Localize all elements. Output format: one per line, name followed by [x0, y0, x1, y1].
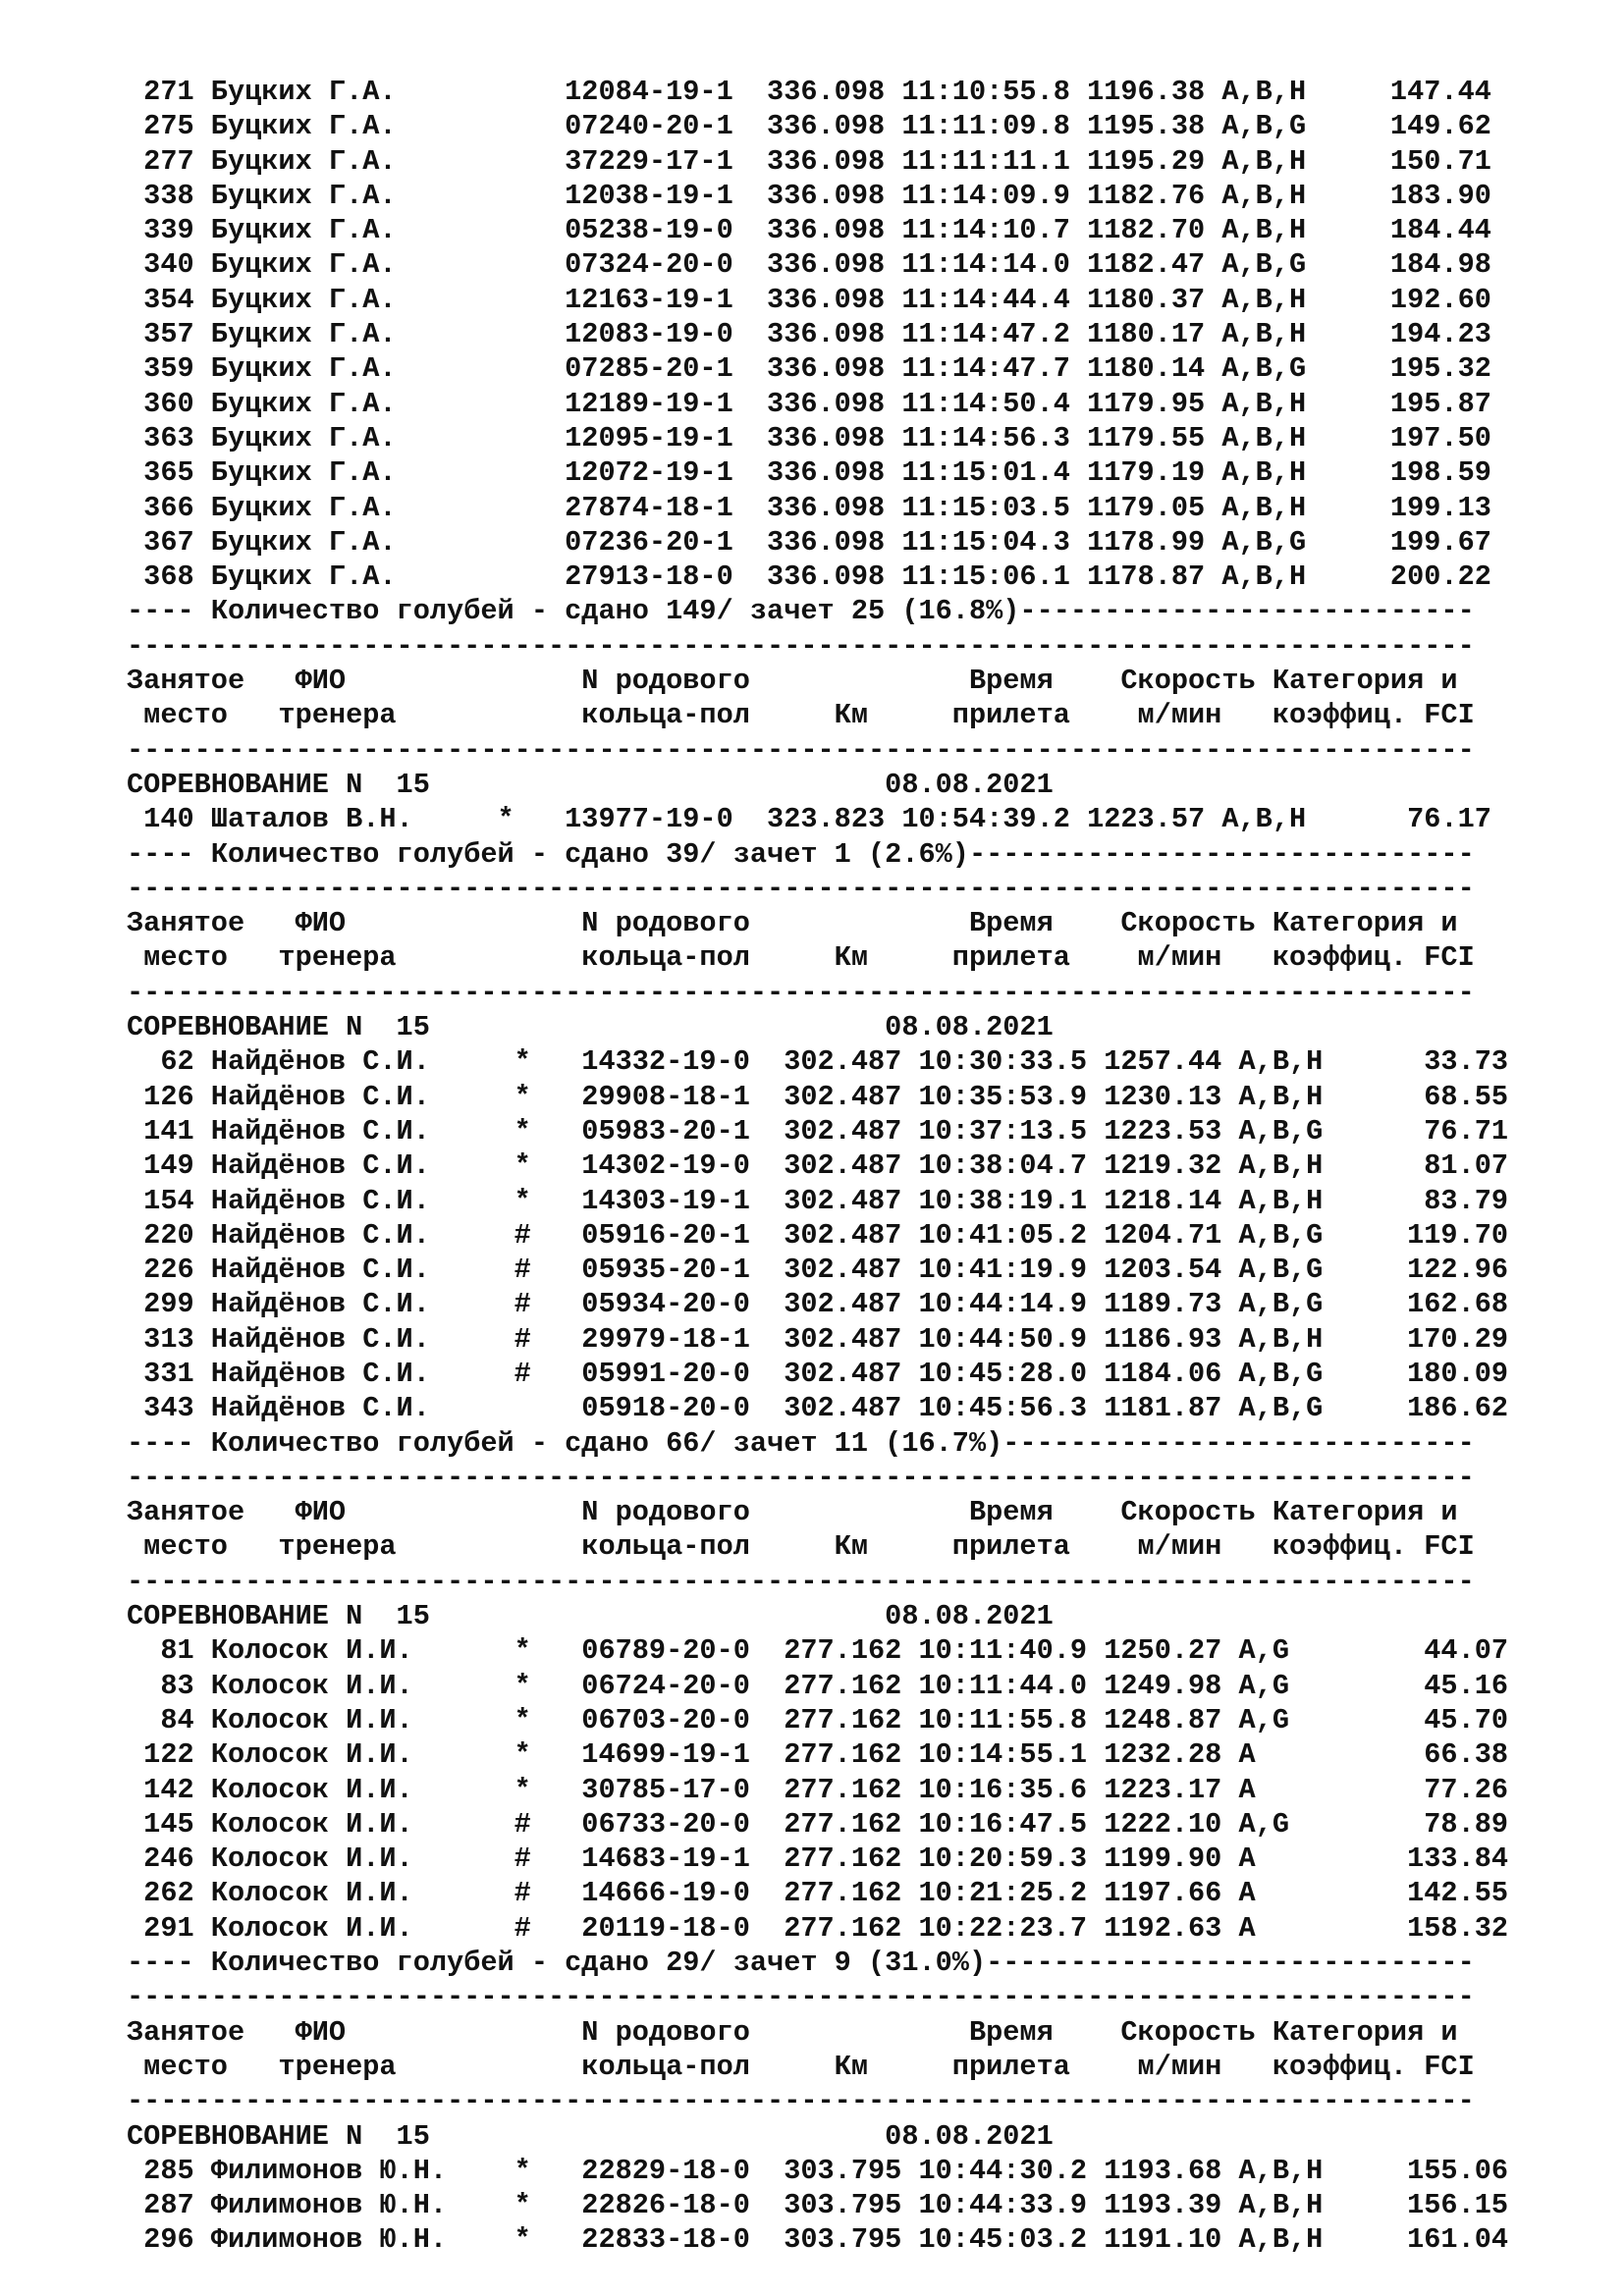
result-row: 122 Колосок И.И. * 14699-19-1 277.162 10:14:55.1 1232.28 A 66.38 [127, 1738, 1509, 1772]
result-row: 83 Колосок И.И. * 06724-20-0 277.162 10:11:44.0 1249.98 A,G 45.16 [127, 1669, 1509, 1702]
result-row: 287 Филимонов Ю.Н. * 22826-18-0 303.795 10:44:33.9 1193.39 A,B,H 156.15 [127, 2189, 1509, 2222]
separator-line: -------------------------------------------------------------------------------- [127, 872, 1475, 905]
competition-title: СОРЕВНОВАНИЕ N 15 08.08.2021 [127, 1011, 1054, 1044]
result-row: 339 Буцких Г.А. 05238-19-0 336.098 11:14:10.7 1182.70 A,B,H 184.44 [127, 214, 1491, 247]
result-row: 277 Буцких Г.А. 37229-17-1 336.098 11:11:11.1 1195.29 A,B,H 150.71 [127, 144, 1491, 178]
result-row: 299 Найдёнов С.И. # 05934-20-0 302.487 10:44:14.9 1189.73 A,B,G 162.68 [127, 1288, 1509, 1321]
summary-line: ---- Количество голубей - сдано 29/ зачет 9 (31.0%)----------------------------- [127, 1947, 1475, 1980]
summary-line: ---- Количество голубей - сдано 39/ зачет 1 (2.6%)------------------------------ [127, 837, 1475, 871]
column-header-line-2: место тренера кольца-пол Км прилета м/мин коэффиц. FCI [127, 699, 1475, 732]
result-row: 368 Буцких Г.А. 27913-18-0 336.098 11:15:06.1 1178.87 A,B,H 200.22 [127, 561, 1491, 594]
result-row: 271 Буцких Г.А. 12084-19-1 336.098 11:10:55.8 1196.38 A,B,H 147.44 [127, 76, 1491, 108]
result-row: 296 Филимонов Ю.Н. * 22833-18-0 303.795 10:45:03.2 1191.10 A,B,H 161.04 [127, 2223, 1509, 2257]
summary-line: ---- Количество голубей - сдано 149/ зачет 25 (16.8%)--------------------------- [127, 595, 1475, 628]
separator-line: -------------------------------------------------------------------------------- [127, 629, 1475, 663]
column-header-line-1: Занятое ФИО N родового Время Скорость Категория и [127, 907, 1458, 940]
separator-line: -------------------------------------------------------------------------------- [127, 1981, 1475, 2014]
competition-title: СОРЕВНОВАНИЕ N 15 08.08.2021 [127, 2119, 1054, 2153]
result-row: 226 Найдёнов С.И. # 05935-20-1 302.487 10:41:19.9 1203.54 A,B,G 122.96 [127, 1254, 1509, 1287]
separator-line: -------------------------------------------------------------------------------- [127, 976, 1475, 1009]
result-row: 331 Найдёнов С.И. # 05991-20-0 302.487 10:45:28.0 1184.06 A,B,G 180.09 [127, 1357, 1509, 1390]
result-row: 366 Буцких Г.А. 27874-18-1 336.098 11:15:03.5 1179.05 A,B,H 199.13 [127, 491, 1491, 524]
competition-title: СОРЕВНОВАНИЕ N 15 08.08.2021 [127, 1600, 1054, 1633]
result-row: 154 Найдёнов С.И. * 14303-19-1 302.487 10:38:19.1 1218.14 A,B,H 83.79 [127, 1184, 1509, 1217]
column-header-line-2: место тренера кольца-пол Км прилета м/мин коэффиц. FCI [127, 2050, 1475, 2083]
result-row: 84 Колосок И.И. * 06703-20-0 277.162 10:11:55.8 1248.87 A,G 45.70 [127, 1703, 1509, 1736]
result-row: 285 Филимонов Ю.Н. * 22829-18-0 303.795 10:44:30.2 1193.68 A,B,H 155.06 [127, 2154, 1509, 2187]
result-row: 354 Буцких Г.А. 12163-19-1 336.098 11:14:44.4 1180.37 A,B,H 192.60 [127, 283, 1491, 316]
results-document [127, 75, 1599, 2258]
result-row: 313 Найдёнов С.И. # 29979-18-1 302.487 10:44:50.9 1186.93 A,B,H 170.29 [127, 1322, 1509, 1356]
separator-line: -------------------------------------------------------------------------------- [127, 2085, 1475, 2118]
result-row: 275 Буцких Г.А. 07240-20-1 336.098 11:11:09.8 1195.38 A,B,G 149.62 [127, 110, 1491, 143]
result-row: 220 Найдёнов С.И. # 05916-20-1 302.487 10:41:05.2 1204.71 A,B,G 119.70 [127, 1218, 1509, 1252]
separator-line: -------------------------------------------------------------------------------- [127, 1565, 1475, 1598]
result-row: 343 Найдёнов С.И. 05918-20-0 302.487 10:45:56.3 1181.87 A,B,G 186.62 [127, 1392, 1509, 1425]
result-row: 357 Буцких Г.А. 12083-19-0 336.098 11:14:47.2 1180.17 A,B,H 194.23 [127, 318, 1491, 351]
column-header-line-1: Занятое ФИО N родового Время Скорость Категория и [127, 1496, 1458, 1529]
result-row: 359 Буцких Г.А. 07285-20-1 336.098 11:14:47.7 1180.14 A,B,G 195.32 [127, 352, 1491, 386]
result-row: 145 Колосок И.И. # 06733-20-0 277.162 10:16:47.5 1222.10 A,G 78.89 [127, 1807, 1509, 1841]
result-row: 81 Колосок И.И. * 06789-20-0 277.162 10:11:40.9 1250.27 A,G 44.07 [127, 1634, 1509, 1668]
result-row: 246 Колосок И.И. # 14683-19-1 277.162 10:20:59.3 1199.90 A 133.84 [127, 1842, 1509, 1876]
result-row: 291 Колосок И.И. # 20119-18-0 277.162 10:22:23.7 1192.63 A 158.32 [127, 1911, 1509, 1945]
summary-line: ---- Количество голубей - сдано 66/ зачет 11 (16.7%)---------------------------- [127, 1426, 1475, 1460]
result-row: 142 Колосок И.И. * 30785-17-0 277.162 10:16:35.6 1223.17 A 77.26 [127, 1773, 1509, 1806]
result-row: 149 Найдёнов С.И. * 14302-19-0 302.487 10:38:04.7 1219.32 A,B,H 81.07 [127, 1149, 1509, 1183]
result-row: 62 Найдёнов С.И. * 14332-19-0 302.487 10:30:33.5 1257.44 A,B,H 33.73 [127, 1045, 1509, 1079]
result-row: 365 Буцких Г.А. 12072-19-1 336.098 11:15:01.4 1179.19 A,B,H 198.59 [127, 456, 1491, 490]
result-row: 363 Буцких Г.А. 12095-19-1 336.098 11:14:56.3 1179.55 A,B,H 197.50 [127, 421, 1491, 454]
column-header-line-1: Занятое ФИО N родового Время Скорость Категория и [127, 2015, 1458, 2049]
competition-title: СОРЕВНОВАНИЕ N 15 08.08.2021 [127, 768, 1054, 801]
result-row: 338 Буцких Г.А. 12038-19-1 336.098 11:14:09.9 1182.76 A,B,H 183.90 [127, 179, 1491, 212]
column-header-line-2: место тренера кольца-пол Км прилета м/мин коэффиц. FCI [127, 1530, 1475, 1564]
separator-line: -------------------------------------------------------------------------------- [127, 733, 1475, 767]
separator-line: -------------------------------------------------------------------------------- [127, 1461, 1475, 1494]
result-row: 262 Колосок И.И. # 14666-19-0 277.162 10:21:25.2 1197.66 A 142.55 [127, 1877, 1509, 1910]
result-row: 340 Буцких Г.А. 07324-20-0 336.098 11:14:14.0 1182.47 A,B,G 184.98 [127, 248, 1491, 282]
column-header-line-2: место тренера кольца-пол Км прилета м/мин коэффиц. FCI [127, 941, 1475, 975]
result-row: 140 Шаталов В.Н. * 13977-19-0 323.823 10:54:39.2 1223.57 A,B,H 76.17 [127, 803, 1491, 836]
result-row: 141 Найдёнов С.И. * 05983-20-1 302.487 10:37:13.5 1223.53 A,B,G 76.71 [127, 1114, 1509, 1148]
result-row: 367 Буцких Г.А. 07236-20-1 336.098 11:15:04.3 1178.99 A,B,G 199.67 [127, 525, 1491, 559]
result-row: 126 Найдёнов С.И. * 29908-18-1 302.487 10:35:53.9 1230.13 A,B,H 68.55 [127, 1080, 1509, 1113]
column-header-line-1: Занятое ФИО N родового Время Скорость Категория и [127, 665, 1458, 698]
result-row: 360 Буцких Г.А. 12189-19-1 336.098 11:14:50.4 1179.95 A,B,H 195.87 [127, 387, 1491, 420]
